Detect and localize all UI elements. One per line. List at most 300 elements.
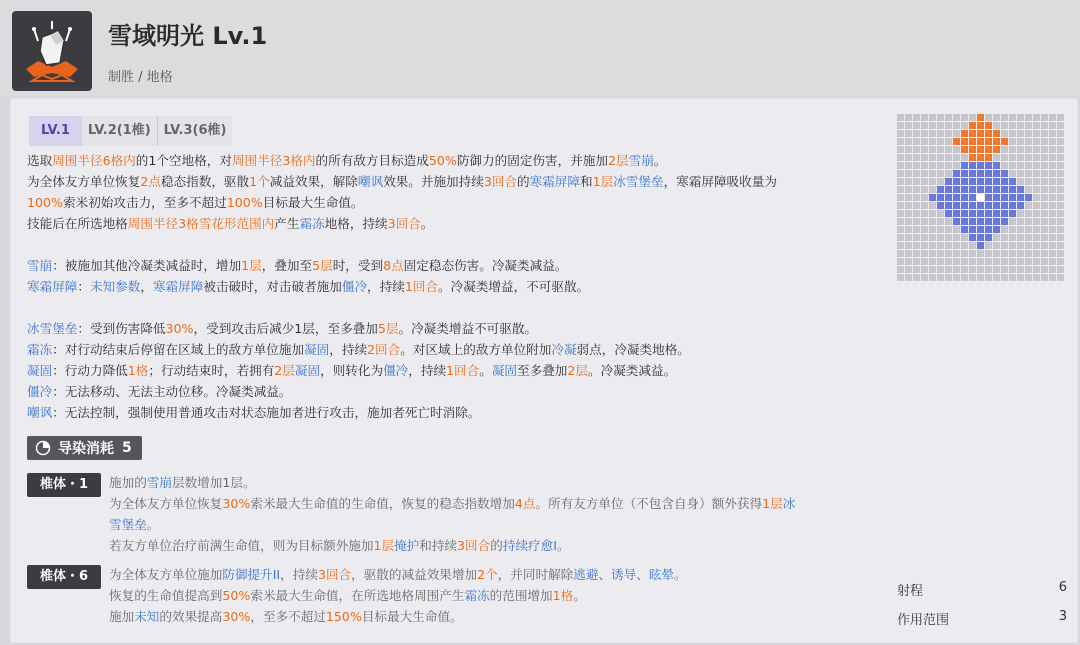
grid-cell [985, 226, 992, 233]
grid-cell [985, 210, 992, 217]
grid-cell [913, 226, 920, 233]
grid-cell [1033, 170, 1040, 177]
grid-cell [977, 218, 984, 225]
mod-text-6 [109, 564, 687, 627]
effect-definitions-2 [27, 318, 893, 423]
stat-area-label: 作用范围 [897, 613, 950, 628]
grid-cell [929, 138, 936, 145]
grid-cell [1049, 250, 1056, 257]
grid-cell [993, 234, 1000, 241]
grid-cell [945, 242, 952, 249]
text-line: 若友方单位治疗前满生命值，则为目标额外施加1层掩护和持续3回合的持续疗愈I。 [109, 538, 570, 553]
text-line: 技能后在所选地格周围半径3格雪花形范围内产生霜冻地格，持续3回合。 [27, 216, 434, 231]
grid-cell [985, 170, 992, 177]
grid-cell [913, 210, 920, 217]
grid-cell [937, 218, 944, 225]
grid-cell [921, 114, 928, 121]
grid-cell [1009, 162, 1016, 169]
grid-cell [921, 266, 928, 273]
grid-cell [897, 130, 904, 137]
grid-cell [1049, 122, 1056, 129]
grid-cell [1057, 250, 1064, 257]
grid-cell [969, 186, 976, 193]
grid-cell [929, 210, 936, 217]
grid-cell [1057, 122, 1064, 129]
grid-cell [921, 218, 928, 225]
grid-cell [905, 250, 912, 257]
grid-cell [1001, 154, 1008, 161]
grid-cell [1001, 114, 1008, 121]
grid-cell [977, 114, 984, 121]
text-line: 选取周围半径6格内的1个空地格，对周围半径3格内的所有敌方目标造成50%防御力的固定伤害，并施加2层雪崩。 [27, 153, 667, 168]
grid-cell [929, 170, 936, 177]
grid-cell [913, 234, 920, 241]
grid-cell [945, 258, 952, 265]
grid-cell [1057, 266, 1064, 273]
grid-cell [985, 146, 992, 153]
grid-cell [993, 162, 1000, 169]
grid-cell [953, 154, 960, 161]
grid-cell [945, 202, 952, 209]
grid-cell [897, 210, 904, 217]
grid-cell [921, 178, 928, 185]
grid-cell [961, 114, 968, 121]
grid-cell [1041, 194, 1048, 201]
grid-cell [1001, 242, 1008, 249]
grid-cell [905, 186, 912, 193]
skill-subtitle: 制胜 / 地格 [108, 70, 173, 85]
grid-cell [945, 274, 952, 281]
grid-cell [1033, 242, 1040, 249]
skill-icon [12, 11, 92, 91]
grid-cell [977, 226, 984, 233]
grid-cell [1041, 122, 1048, 129]
grid-cell [961, 258, 968, 265]
grid-cell [1033, 178, 1040, 185]
grid-cell [913, 138, 920, 145]
grid-cell [897, 250, 904, 257]
grid-cell [897, 178, 904, 185]
grid-cell [1001, 186, 1008, 193]
grid-cell [953, 130, 960, 137]
grid-cell [913, 202, 920, 209]
tab-lv2[interactable]: LV.2(1椎) [82, 116, 157, 146]
grid-cell [1009, 266, 1016, 273]
grid-cell [969, 122, 976, 129]
grid-cell [961, 194, 968, 201]
grid-cell [1025, 266, 1032, 273]
grid-cell [921, 162, 928, 169]
grid-cell [905, 154, 912, 161]
grid-cell [913, 186, 920, 193]
grid-cell [921, 202, 928, 209]
grid-cell [969, 210, 976, 217]
grid-cell [961, 226, 968, 233]
grid-cell [1049, 218, 1056, 225]
text-line: 霜冻：对行动结束后停留在区域上的敌方单位施加凝固，持续2回合。对区域上的敌方单位附加冷凝弱点，冷凝类地格。 [27, 342, 690, 357]
stat-area-value: 3 [1058, 609, 1067, 624]
grid-cell [1017, 226, 1024, 233]
grid-cell [961, 138, 968, 145]
grid-cell [905, 178, 912, 185]
grid-cell [1017, 170, 1024, 177]
grid-cell [1025, 186, 1032, 193]
grid-cell [977, 210, 984, 217]
grid-cell [1033, 130, 1040, 137]
pie-chart-icon [35, 440, 51, 456]
grid-cell [1025, 114, 1032, 121]
grid-cell [1033, 210, 1040, 217]
grid-cell [1049, 146, 1056, 153]
grid-cell [921, 130, 928, 137]
grid-cell [1025, 138, 1032, 145]
grid-cell [905, 130, 912, 137]
grid-cell [953, 210, 960, 217]
grid-cell [993, 226, 1000, 233]
grid-cell [897, 146, 904, 153]
grid-cell [913, 250, 920, 257]
grid-cell [1041, 250, 1048, 257]
grid-cell [977, 274, 984, 281]
grid-cell [1049, 178, 1056, 185]
grid-cell [937, 186, 944, 193]
grid-cell [1017, 250, 1024, 257]
grid-cell [1033, 186, 1040, 193]
grid-cell [913, 218, 920, 225]
grid-cell [1025, 274, 1032, 281]
grid-cell [913, 122, 920, 129]
grid-cell [1017, 202, 1024, 209]
grid-cell [921, 274, 928, 281]
grid-cell [1009, 154, 1016, 161]
grid-cell [905, 218, 912, 225]
grid-cell [1049, 210, 1056, 217]
grid-cell [1049, 154, 1056, 161]
grid-cell [945, 122, 952, 129]
grid-cell [1001, 178, 1008, 185]
grid-cell [945, 154, 952, 161]
grid-cell [1033, 226, 1040, 233]
grid-cell [937, 162, 944, 169]
text-line: 施加未知的效果提高30%，至多不超过150%目标最大生命值。 [109, 609, 463, 624]
grid-cell [929, 250, 936, 257]
grid-cell [1033, 218, 1040, 225]
text-line: 为全体友方单位恢复30%索米最大生命值的生命值，恢复的稳态指数增加4点。所有友方单位（不包含自身）额外获得1层冰 [109, 496, 796, 511]
grid-cell [1049, 234, 1056, 241]
grid-cell [929, 130, 936, 137]
grid-cell [969, 202, 976, 209]
grid-cell [969, 242, 976, 249]
grid-cell [905, 242, 912, 249]
grid-cell [929, 242, 936, 249]
grid-cell [1057, 178, 1064, 185]
text-line: 僵冷：无法移动、无法主动位移。冷凝类减益。 [27, 384, 292, 399]
grid-cell [913, 114, 920, 121]
grid-cell [937, 258, 944, 265]
grid-cell [969, 154, 976, 161]
grid-cell [1001, 138, 1008, 145]
grid-cell [969, 218, 976, 225]
grid-cell [897, 242, 904, 249]
grid-cell [953, 194, 960, 201]
grid-cell [937, 170, 944, 177]
text-line: 嘲讽：无法控制，强制使用普通攻击对状态施加者进行攻击，施加者死亡时消除。 [27, 405, 481, 420]
grid-cell [993, 210, 1000, 217]
grid-cell [921, 194, 928, 201]
grid-cell [993, 274, 1000, 281]
text-line: 雪堡垒。 [109, 517, 160, 532]
grid-cell [945, 194, 952, 201]
grid-cell [993, 138, 1000, 145]
grid-cell [1001, 266, 1008, 273]
grid-cell [985, 258, 992, 265]
tab-lv1[interactable]: LV.1 [29, 116, 82, 146]
grid-cell [961, 130, 968, 137]
grid-cell [969, 250, 976, 257]
grid-cell [929, 202, 936, 209]
grid-cell [993, 170, 1000, 177]
grid-cell [1001, 226, 1008, 233]
grid-cell [993, 114, 1000, 121]
cost-label: 导染消耗 [58, 441, 114, 457]
range-grid [897, 114, 1065, 286]
grid-cell [945, 138, 952, 145]
grid-cell [993, 186, 1000, 193]
grid-cell [1049, 194, 1056, 201]
grid-cell [913, 154, 920, 161]
grid-cell [937, 274, 944, 281]
grid-cell [897, 202, 904, 209]
grid-cell [937, 178, 944, 185]
grid-cell [953, 162, 960, 169]
grid-cell [1025, 178, 1032, 185]
grid-cell [1017, 210, 1024, 217]
grid-cell [985, 154, 992, 161]
grid-cell [913, 274, 920, 281]
grid-cell [1033, 266, 1040, 273]
grid-cell [905, 226, 912, 233]
grid-cell [1001, 250, 1008, 257]
grid-cell [961, 218, 968, 225]
grid-cell [1049, 202, 1056, 209]
grid-cell [1009, 170, 1016, 177]
grid-cell [1041, 202, 1048, 209]
stat-range [897, 580, 1067, 599]
grid-cell [929, 186, 936, 193]
skill-header [0, 0, 1080, 96]
tab-lv3[interactable]: LV.3(6椎) [158, 116, 233, 146]
grid-cell [1049, 242, 1056, 249]
grid-cell [977, 138, 984, 145]
grid-cell [945, 114, 952, 121]
grid-cell [985, 250, 992, 257]
grid-cell [937, 242, 944, 249]
grid-cell [1025, 130, 1032, 137]
grid-cell [921, 210, 928, 217]
grid-cell [945, 250, 952, 257]
grid-cell [1017, 234, 1024, 241]
grid-cell [1017, 242, 1024, 249]
grid-cell [1009, 178, 1016, 185]
text-line: 施加的雪崩层数增加1层。 [109, 475, 256, 490]
grid-cell [1033, 154, 1040, 161]
stat-area [897, 609, 1067, 628]
grid-cell [905, 162, 912, 169]
grid-cell [993, 194, 1000, 201]
grid-cell [977, 146, 984, 153]
grid-cell [993, 146, 1000, 153]
grid-cell [1001, 146, 1008, 153]
grid-cell [1017, 186, 1024, 193]
grid-cell [1017, 258, 1024, 265]
grid-cell [985, 122, 992, 129]
grid-cell [1057, 146, 1064, 153]
grid-cell [1041, 274, 1048, 281]
grid-cell [1049, 258, 1056, 265]
grid-cell [1049, 170, 1056, 177]
grid-cell [1033, 274, 1040, 281]
shield-crown-icon [12, 11, 92, 91]
grid-cell [913, 266, 920, 273]
grid-cell [1041, 210, 1048, 217]
grid-cell [921, 258, 928, 265]
grid-cell [1057, 114, 1064, 121]
grid-cell [1049, 226, 1056, 233]
grid-cell [1057, 202, 1064, 209]
grid-cell [1009, 226, 1016, 233]
grid-cell [953, 202, 960, 209]
grid-cell [905, 194, 912, 201]
grid-cell [953, 114, 960, 121]
grid-cell [993, 122, 1000, 129]
grid-cell [929, 258, 936, 265]
grid-cell [1033, 234, 1040, 241]
grid-cell [1017, 146, 1024, 153]
grid-cell [985, 234, 992, 241]
grid-cell [969, 258, 976, 265]
grid-cell [929, 146, 936, 153]
grid-cell [1017, 130, 1024, 137]
grid-cell [929, 162, 936, 169]
grid-cell [961, 186, 968, 193]
grid-cell [1017, 274, 1024, 281]
grid-cell [1001, 162, 1008, 169]
grid-cell [969, 266, 976, 273]
grid-cell [985, 138, 992, 145]
grid-cell [1025, 250, 1032, 257]
grid-cell [1017, 218, 1024, 225]
cost-value: 5 [122, 440, 132, 456]
grid-cell [1025, 226, 1032, 233]
grid-cell [1057, 218, 1064, 225]
grid-cell [945, 130, 952, 137]
grid-cell [897, 138, 904, 145]
grid-cell [1009, 234, 1016, 241]
grid-cell [1001, 170, 1008, 177]
grid-cell [929, 266, 936, 273]
grid-cell [921, 138, 928, 145]
grid-cell [929, 194, 936, 201]
grid-cell [1033, 250, 1040, 257]
grid-cell [1001, 258, 1008, 265]
grid-cell [1049, 130, 1056, 137]
grid-cell [977, 202, 984, 209]
grid-cell [977, 122, 984, 129]
grid-cell [921, 122, 928, 129]
grid-cell [897, 234, 904, 241]
grid-cell [1017, 114, 1024, 121]
grid-cell [953, 226, 960, 233]
grid-cell [1009, 274, 1016, 281]
grid-cell [937, 226, 944, 233]
grid-cell [937, 146, 944, 153]
grid-cell [897, 266, 904, 273]
grid-cell [1041, 178, 1048, 185]
grid-cell [897, 170, 904, 177]
grid-cell [977, 162, 984, 169]
grid-cell [977, 234, 984, 241]
grid-cell [985, 194, 992, 201]
text-line: 寒霜屏障：未知参数，寒霜屏障被击破时，对击破者施加僵冷，持续1回合。冷凝类增益，不可驱散。 [27, 279, 590, 294]
grid-cell [1049, 162, 1056, 169]
grid-cell [937, 250, 944, 257]
grid-cell [1041, 146, 1048, 153]
grid-cell [897, 114, 904, 121]
grid-cell [953, 178, 960, 185]
grid-cell [1017, 154, 1024, 161]
grid-cell [1049, 114, 1056, 121]
text-line: 恢复的生命值提高到50%索米最大生命值，在所选地格周围产生霜冻的范围增加1格。 [109, 588, 586, 603]
grid-cell [1041, 266, 1048, 273]
grid-cell [945, 266, 952, 273]
grid-cell [913, 242, 920, 249]
level-tabs [29, 116, 232, 146]
grid-cell [961, 250, 968, 257]
grid-cell [897, 162, 904, 169]
grid-cell [1009, 210, 1016, 217]
grid-cell [1041, 138, 1048, 145]
grid-cell [905, 266, 912, 273]
grid-cell [1001, 234, 1008, 241]
grid-cell [953, 170, 960, 177]
grid-cell [913, 258, 920, 265]
grid-cell [969, 226, 976, 233]
grid-cell [993, 266, 1000, 273]
grid-cell [993, 130, 1000, 137]
grid-cell [1017, 194, 1024, 201]
grid-cell [1057, 154, 1064, 161]
grid-cell [985, 186, 992, 193]
grid-cell [1033, 146, 1040, 153]
grid-cell [897, 122, 904, 129]
effect-definitions-1 [27, 255, 893, 297]
grid-cell [1057, 130, 1064, 137]
grid-cell [985, 242, 992, 249]
grid-cell [1025, 162, 1032, 169]
grid-cell [1057, 138, 1064, 145]
grid-cell [921, 186, 928, 193]
grid-cell [1057, 170, 1064, 177]
grid-cell [905, 138, 912, 145]
grid-cell [897, 258, 904, 265]
grid-cell [1001, 130, 1008, 137]
grid-cell [921, 154, 928, 161]
grid-cell [961, 154, 968, 161]
grid-cell [897, 274, 904, 281]
grid-cell [977, 186, 984, 193]
grid-cell [945, 186, 952, 193]
grid-cell [1025, 258, 1032, 265]
